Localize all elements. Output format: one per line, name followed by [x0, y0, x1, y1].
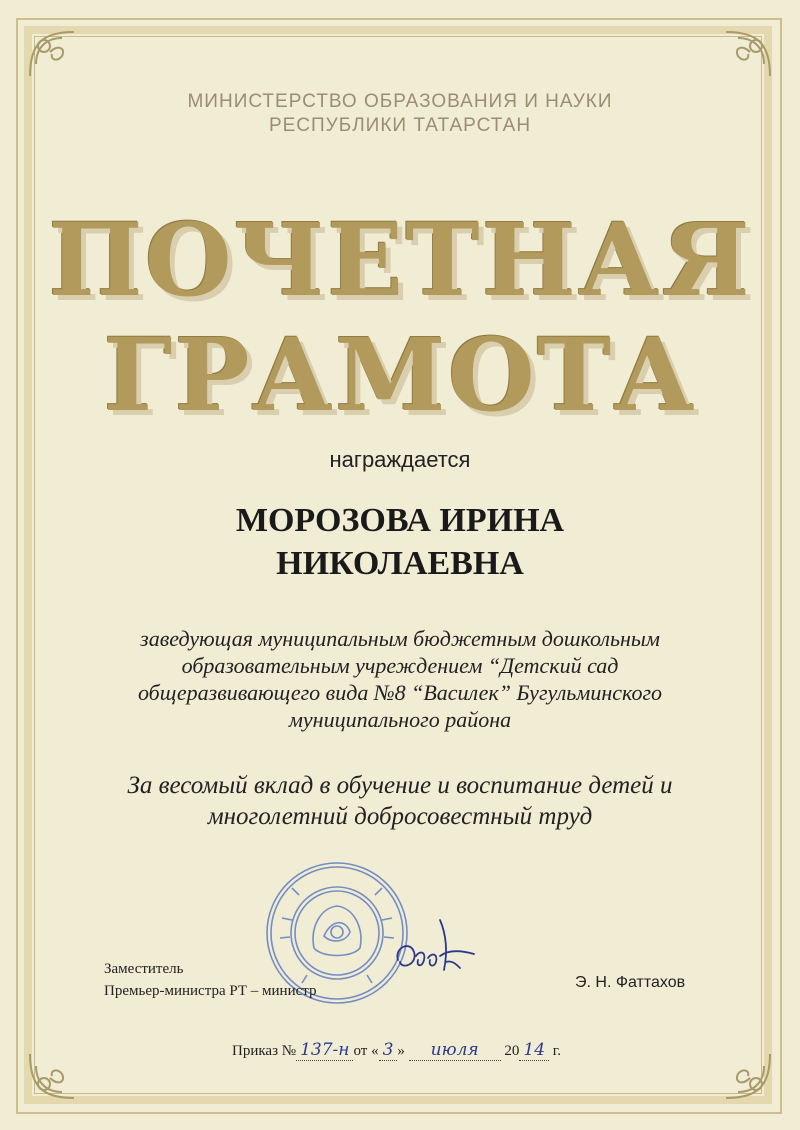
order-month: июля: [409, 1040, 501, 1061]
order-from: от «: [353, 1043, 379, 1059]
recipient-position: [80, 625, 720, 733]
order-reference: [232, 1040, 561, 1060]
order-year-suffix: 14: [519, 1040, 549, 1061]
corner-ornament-icon: [718, 24, 778, 84]
reason-line: многолетний добросовестный труд: [207, 803, 593, 830]
corner-ornament-icon: [718, 1046, 778, 1106]
order-year-prefix: 20: [504, 1043, 520, 1059]
awarded-label: награждается: [329, 447, 471, 472]
position-line: общеразвивающего вида №8 “Василек” Бугульминского: [137, 680, 663, 705]
certificate-title-line2: ГРАМОТА: [103, 316, 697, 434]
order-suffix: г.: [552, 1043, 562, 1059]
order-prefix: Приказ №: [232, 1043, 297, 1059]
order-number: 137-н: [296, 1040, 353, 1061]
signatory-title: [104, 958, 317, 1002]
ministry-name: МИНИСТЕРСТВО ОБРАЗОВАНИЯ И НАУКИ: [187, 91, 613, 112]
signatory-title-line: Премьер-министра РТ – министр: [104, 983, 317, 999]
order-close-quote: »: [397, 1043, 405, 1059]
handwritten-signature-icon: [390, 910, 480, 990]
recipient-name-line2: НИКОЛАЕВНА: [276, 545, 524, 582]
reason-line: За весомый вклад в обучение и воспитание детей и: [127, 772, 673, 799]
position-line: муниципального района: [288, 707, 512, 732]
signatory-title-line: Заместитель: [104, 961, 184, 977]
position-line: образовательным учреждением “Детский сад: [181, 653, 619, 678]
recipient-name-line1: МОРОЗОВА ИРИНА: [235, 502, 565, 539]
certificate-title-line1: ПОЧЕТНАЯ: [48, 201, 752, 319]
signatory-name: Э. Н. Фаттахов: [575, 974, 686, 991]
ministry-republic: РЕСПУБЛИКИ ТАТАРСТАН: [268, 115, 532, 136]
corner-ornament-icon: [22, 1046, 82, 1106]
position-line: заведующая муниципальным бюджетным дошкольным: [140, 626, 660, 651]
award-reason: [70, 770, 730, 832]
order-day: 3: [379, 1040, 398, 1061]
corner-ornament-icon: [22, 24, 82, 84]
